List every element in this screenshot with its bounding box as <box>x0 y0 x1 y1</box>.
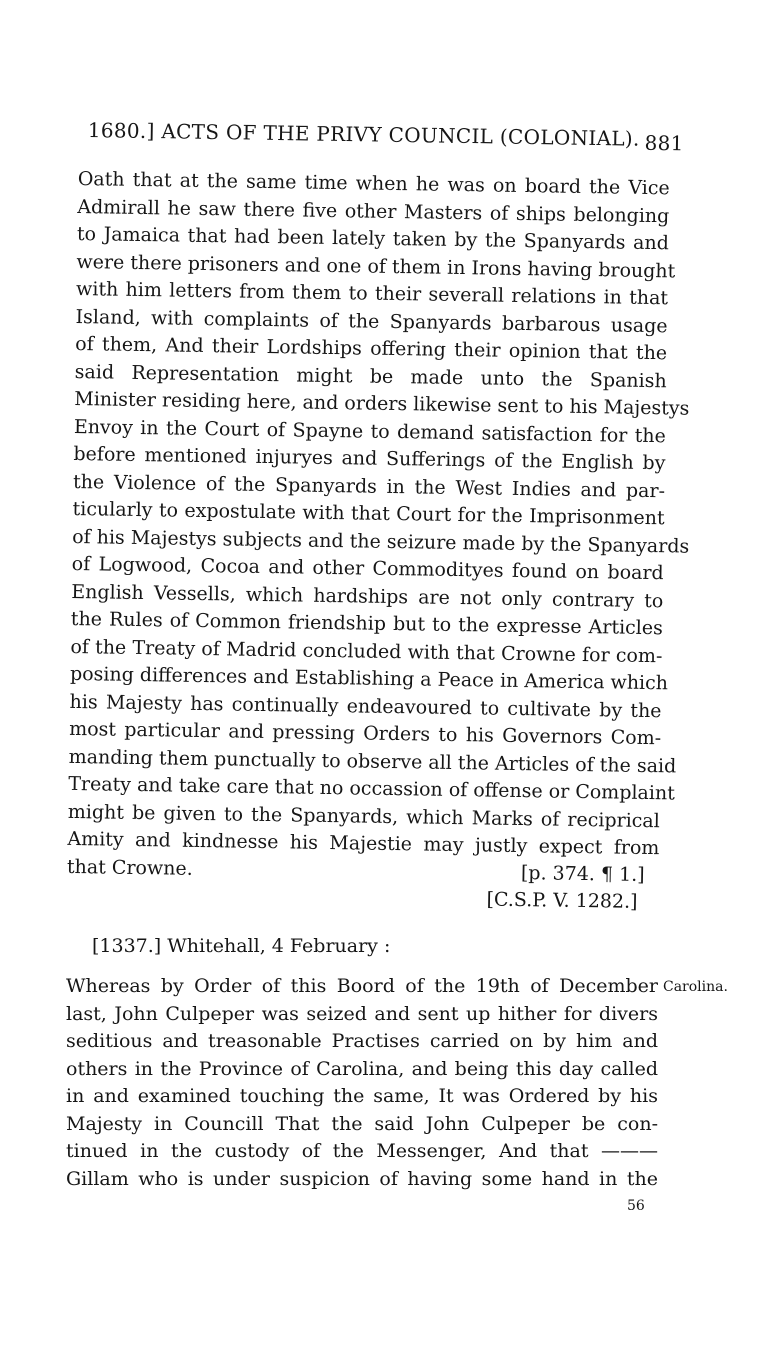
text-line: the Rules of Common friendship but to the expresse Articles <box>70 607 664 640</box>
text-line: Whereas by Order of this Boord of the 19th of December <box>66 975 658 997</box>
text-line: Oath that at the same time when he was on board the Vice <box>77 167 670 200</box>
text-line: of his Majestys subjects and the seizure made by the Spanyards <box>72 525 690 558</box>
text-line: posing differences and Establishing a Peace in America which <box>69 662 669 695</box>
text-line: in and examined touching the same, It was Ordered by his <box>66 1085 658 1107</box>
margin-note: Carolina. <box>663 979 728 995</box>
page-citation: [p. 374. ¶ 1.] <box>520 861 645 886</box>
text-line: Envoy in the Court of Spayne to demand satisfaction for the <box>73 415 667 447</box>
text-line: of Logwood, Cocoa and other Commodityes found on board <box>71 552 664 585</box>
text-line: English Vessells, which hardships are not only contrary to <box>71 580 664 612</box>
text-line: Minister residing here, and orders likewise sent to his Majestys <box>74 387 690 420</box>
text-line: might be given to the Spanyards, which Marks of reciprical <box>67 800 660 832</box>
text-line: of them, And their Lordships offering their opinion that the <box>75 332 668 365</box>
text-line: with him letters from them to their severall relations in that <box>75 277 669 310</box>
text-line: Treaty and take care that no occassion of offense or Complaint <box>68 772 675 805</box>
signature-mark: 56 <box>627 1198 645 1214</box>
text-line: Admirall he saw there five other Masters of ships belonging <box>77 195 670 227</box>
text-line: tinued in the custody of the Messenger, And that ——— <box>66 1140 658 1162</box>
text-line: were there prisoners and one of them in Irons having brought <box>76 250 676 282</box>
entry-heading: [1337.] Whitehall, 4 February : <box>92 935 391 957</box>
text-line: Gillam who is under suspicion of having some hand in the <box>66 1167 658 1190</box>
text-line: his Majesty has continually endeavoured to cultivate by the <box>69 690 662 722</box>
paragraph-continued <box>66 167 690 913</box>
text-line: Island, with complaints of the Spanyards barbarous usage <box>75 305 668 337</box>
running-head <box>87 118 688 156</box>
running-head-title: 1680.] ACTS OF THE PRIVY COUNCIL (COLONIAL). <box>87 118 640 151</box>
text-line: Majesty in Councill That the said John Culpeper be con- <box>66 1112 658 1135</box>
text-line: seditious and treasonable Practises carried on by him and <box>66 1030 658 1052</box>
page-number: 881 <box>644 130 684 156</box>
text-line: last, John Culpeper was seized and sent up hither for divers <box>66 1002 658 1025</box>
text-line: ticularly to expostulate with that Court for the Imprisonment <box>72 497 665 530</box>
text-line: Amity and kindnesse his Majestie may justly expect from <box>67 827 660 860</box>
text-line: manding them punctually to observe all the Articles of the said <box>68 745 677 777</box>
text-line: others in the Province of Carolina, and being this day called <box>66 1057 658 1080</box>
text-line: to Jamaica that had been lately taken by the Spanyards and <box>76 222 670 255</box>
text-line: the Violence of the Spanyards in the West Indies and par- <box>72 470 666 502</box>
text-line: before mentioned injuryes and Sufferings of the English by <box>73 442 666 475</box>
text-line: of the Treaty of Madrid concluded with that Crowne for com- <box>70 635 663 667</box>
text-line: most particular and pressing Orders to his Governors Com- <box>68 717 662 750</box>
text-line: that Crowne. <box>66 855 193 880</box>
cal-citation: [C.S.P. V. 1282.] <box>486 888 638 913</box>
text-line: said Representation might be made unto the Spanish <box>74 360 667 392</box>
